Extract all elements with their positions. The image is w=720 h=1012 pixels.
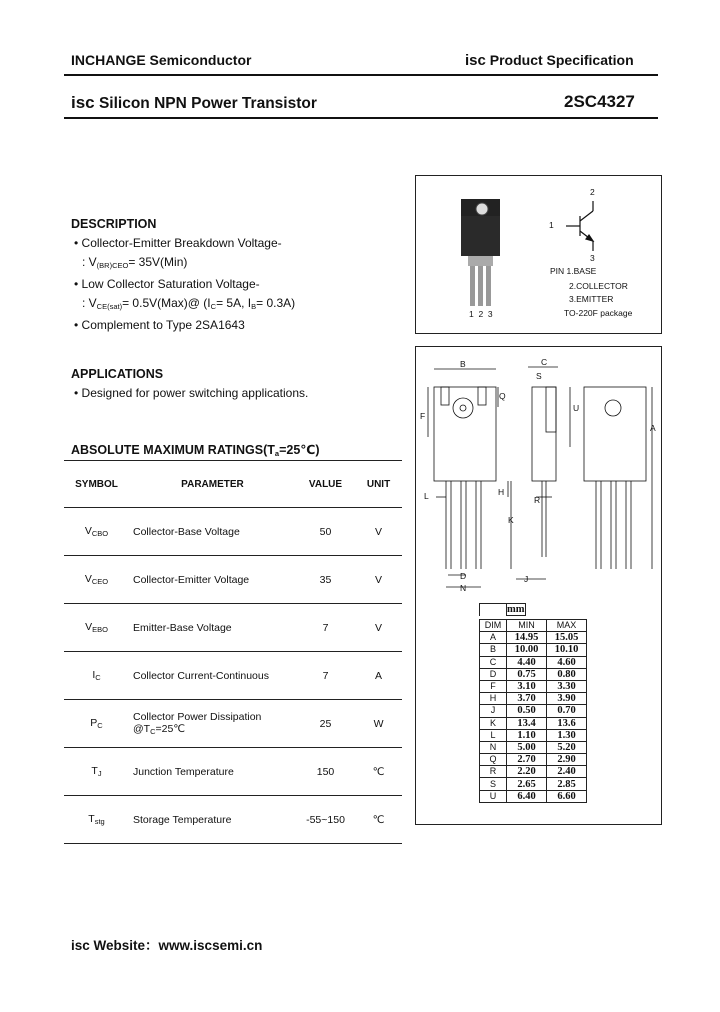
table-row (480, 693, 587, 705)
dim-label-h: H (498, 487, 505, 497)
header-unit: UNIT (355, 461, 402, 508)
table-row (480, 790, 587, 802)
pin-label-2: 2.COLLECTOR (569, 281, 628, 291)
table-row (480, 729, 587, 741)
dim-label-j: J (524, 574, 529, 584)
parameter-cell: Collector Current-Continuous (129, 652, 296, 700)
description-item-2-value (74, 294, 295, 316)
title-isc: isc (71, 93, 95, 112)
d2-c: = 5A, I (216, 296, 252, 310)
description-title: DESCRIPTION (71, 217, 157, 231)
header-value: VALUE (296, 461, 355, 508)
header-parameter: PARAMETER (129, 461, 296, 508)
table-row (64, 508, 402, 556)
header-symbol: SYMBOL (64, 461, 129, 508)
value-cell: 7 (296, 604, 355, 652)
min-cell: 2.65 (507, 778, 547, 790)
dim-cell: B (480, 644, 507, 656)
table-row (64, 748, 402, 796)
table-row (480, 778, 587, 790)
dim-cell: A (480, 632, 507, 644)
npn-symbol-icon (566, 201, 593, 251)
value-cell: 150 (296, 748, 355, 796)
symbol-sub: C (97, 721, 103, 730)
dim-label-n: N (460, 583, 467, 593)
outline-drawing-icon (428, 367, 652, 587)
dims-header-max: MAX (547, 620, 587, 632)
parameter-cell: Collector-Base Voltage (129, 508, 296, 556)
applications-text-1: Designed for power switching applications. (81, 386, 309, 400)
symbol-pin-2: 2 (590, 187, 595, 197)
mechanical-drawing-svg (416, 347, 661, 597)
max-cell: 2.90 (547, 754, 587, 766)
symbol-cell (64, 748, 129, 796)
d2-c-sub: B (251, 302, 257, 311)
symbol-sub: stg (94, 817, 105, 826)
ratings-title-sub: a (274, 449, 280, 458)
d1-sub: (BR)CEO (96, 261, 129, 270)
min-cell: 3.70 (507, 693, 547, 705)
param2-sub: C (150, 727, 156, 736)
min-cell: 2.70 (507, 754, 547, 766)
dim-cell: S (480, 778, 507, 790)
unit-cell: W (355, 700, 402, 748)
max-cell: 3.30 (547, 680, 587, 692)
symbol-letter: I (92, 669, 96, 681)
dimensions-table-body (479, 619, 587, 803)
pin-label-1: PIN 1.BASE (550, 266, 597, 276)
symbol-sub: C (95, 673, 101, 682)
header-rule-top (64, 74, 658, 76)
description-list (74, 234, 295, 335)
ratings-header-row (64, 461, 402, 508)
value-cell: -55~150 (296, 796, 355, 844)
max-cell: 5.20 (547, 741, 587, 753)
dim-label-d: D (460, 571, 467, 581)
parameter-cell: Junction Temperature (129, 748, 296, 796)
unit-cell: V (355, 556, 402, 604)
min-cell: 0.75 (507, 668, 547, 680)
applications-title: APPLICATIONS (71, 367, 164, 381)
symbol-letter: V (84, 525, 92, 537)
symbol-letter: V (85, 621, 93, 633)
dim-label-s: S (536, 371, 542, 381)
applications-item-1: • Designed for power switching applications. (74, 386, 309, 400)
max-cell: 2.40 (547, 766, 587, 778)
dim-label-r: R (534, 495, 541, 505)
dim-label-u: U (573, 403, 580, 413)
dim-cell: F (480, 680, 507, 692)
dim-cell: N (480, 741, 507, 753)
spec-label: Product Specification (489, 52, 634, 68)
dim-cell: H (480, 693, 507, 705)
dim-cell: R (480, 766, 507, 778)
symbol-letter: T (91, 765, 98, 777)
transistor-photo-icon (461, 199, 500, 306)
table-row (480, 754, 587, 766)
dim-label-a: A (650, 423, 656, 433)
dim-cell: L (480, 729, 507, 741)
description-item-1-value (74, 253, 295, 275)
symbol-letter: V (84, 573, 92, 585)
dim-cell: K (480, 717, 507, 729)
header-rule-bottom (64, 117, 658, 119)
param2-post: =25℃ (155, 723, 186, 735)
min-cell: 14.95 (507, 632, 547, 644)
unit-cell: ℃ (355, 796, 402, 844)
symbol-sub: EBO (92, 625, 108, 634)
dims-header-min: MIN (507, 620, 547, 632)
ratings-title-post: =25℃) (279, 443, 320, 457)
parameter-cell (129, 700, 296, 748)
dim-cell: C (480, 656, 507, 668)
symbol-cell (64, 796, 129, 844)
max-cell: 10.10 (547, 644, 587, 656)
unit-cell: A (355, 652, 402, 700)
d2-b: = 0.5V(Max)@ (I (122, 296, 211, 310)
spec-isc: isc (465, 52, 486, 69)
symbol-cell (64, 508, 129, 556)
photo-pin-numbers: 1 2 3 (469, 309, 493, 319)
parameter-cell: Collector-Emitter Voltage (129, 556, 296, 604)
value-cell: 35 (296, 556, 355, 604)
symbol-letter: T (88, 813, 95, 825)
table-row (64, 604, 402, 652)
parameter-line-2 (133, 723, 295, 736)
table-row (480, 632, 587, 644)
symbol-pin-3: 3 (590, 253, 595, 263)
dims-unit: mm (507, 604, 525, 616)
dim-cell: D (480, 668, 507, 680)
min-cell: 0.50 (507, 705, 547, 717)
package-box (415, 175, 662, 334)
ratings-table (64, 460, 402, 844)
max-cell: 6.60 (547, 790, 587, 802)
table-row (480, 668, 587, 680)
max-cell: 2.85 (547, 778, 587, 790)
footer-label: isc Website： (71, 938, 159, 953)
table-row (64, 700, 402, 748)
unit-cell: ℃ (355, 748, 402, 796)
max-cell: 0.70 (547, 705, 587, 717)
dim-label-b: B (460, 359, 466, 369)
d1-pre: : V (82, 255, 97, 269)
spec-title (465, 52, 634, 69)
table-row (480, 705, 587, 717)
title-text: Silicon NPN Power Transistor (98, 95, 317, 112)
value-cell: 25 (296, 700, 355, 748)
symbol-cell (64, 604, 129, 652)
footer-url[interactable]: www.iscsemi.cn (158, 938, 263, 953)
dim-label-q: Q (499, 391, 506, 401)
ratings-title-pre: ABSOLUTE MAXIMUM RATINGS(T (71, 443, 275, 457)
dim-label-l: L (424, 491, 429, 501)
table-row (64, 556, 402, 604)
min-cell: 5.00 (507, 741, 547, 753)
dim-label-f: F (420, 411, 426, 421)
min-cell: 6.40 (507, 790, 547, 802)
table-row (64, 796, 402, 844)
min-cell: 4.40 (507, 656, 547, 668)
parameter-cell: Storage Temperature (129, 796, 296, 844)
min-cell: 1.10 (507, 729, 547, 741)
value-cell: 50 (296, 508, 355, 556)
value-cell: 7 (296, 652, 355, 700)
table-row (480, 644, 587, 656)
symbol-letter: P (90, 717, 98, 729)
symbol-cell (64, 652, 129, 700)
pin-label-3: 3.EMITTER (569, 294, 614, 304)
max-cell: 13.6 (547, 717, 587, 729)
ratings-title (71, 442, 320, 458)
max-cell: 1.30 (547, 729, 587, 741)
param2-pre: @T (133, 723, 151, 735)
page-title (71, 93, 317, 113)
dim-cell: U (480, 790, 507, 802)
max-cell: 3.90 (547, 693, 587, 705)
dim-label-c: C (541, 357, 548, 367)
description-item-3: • Complement to Type 2SA1643 (74, 318, 245, 332)
symbol-cell (64, 700, 129, 748)
dims-header-row (480, 620, 587, 632)
max-cell: 15.05 (547, 632, 587, 644)
unit-cell: V (355, 508, 402, 556)
description-item-1: • Collector-Emitter Breakdown Voltage- (74, 236, 282, 250)
dims-header-dim: DIM (480, 620, 507, 632)
parameter-cell: Emitter-Base Voltage (129, 604, 296, 652)
table-row (480, 717, 587, 729)
part-number: 2SC4327 (564, 92, 635, 111)
dims-unit-row (480, 604, 526, 616)
unit-cell: V (355, 604, 402, 652)
symbol-sub: J (97, 769, 102, 778)
d1-post: = 35V(Min) (128, 255, 188, 269)
min-cell: 2.20 (507, 766, 547, 778)
d2-a-sub: CE(sat) (96, 302, 123, 311)
d2-a: : V (82, 296, 97, 310)
max-cell: 0.80 (547, 668, 587, 680)
description-text-3: Complement to Type 2SA1643 (81, 318, 245, 332)
symbol-cell (64, 556, 129, 604)
max-cell: 4.60 (547, 656, 587, 668)
table-row (480, 656, 587, 668)
parameter-line-1: Collector Power Dissipation (133, 711, 262, 723)
table-row (480, 766, 587, 778)
symbol-pin-1: 1 (549, 220, 554, 230)
description-text-2: Low Collector Saturation Voltage- (81, 277, 260, 291)
description-item-2: • Low Collector Saturation Voltage- (74, 277, 260, 291)
min-cell: 3.10 (507, 680, 547, 692)
dim-label-k: K (508, 515, 514, 525)
table-row (480, 741, 587, 753)
d2-d: = 0.3A) (256, 296, 296, 310)
symbol-sub: CEO (91, 577, 109, 586)
table-row (480, 680, 587, 692)
dim-cell: Q (480, 754, 507, 766)
symbol-sub: CBO (91, 529, 109, 538)
dimensions-table (479, 603, 526, 616)
min-cell: 13.4 (507, 717, 547, 729)
table-row (64, 652, 402, 700)
d2-b-sub: C (210, 302, 217, 311)
dims-corner (480, 604, 507, 616)
package-label: TO-220F package (564, 308, 633, 318)
footer (71, 934, 262, 954)
min-cell: 10.00 (507, 644, 547, 656)
company-name: INCHANGE Semiconductor (71, 52, 252, 68)
description-text-1: Collector-Emitter Breakdown Voltage- (81, 236, 282, 250)
dim-cell: J (480, 705, 507, 717)
